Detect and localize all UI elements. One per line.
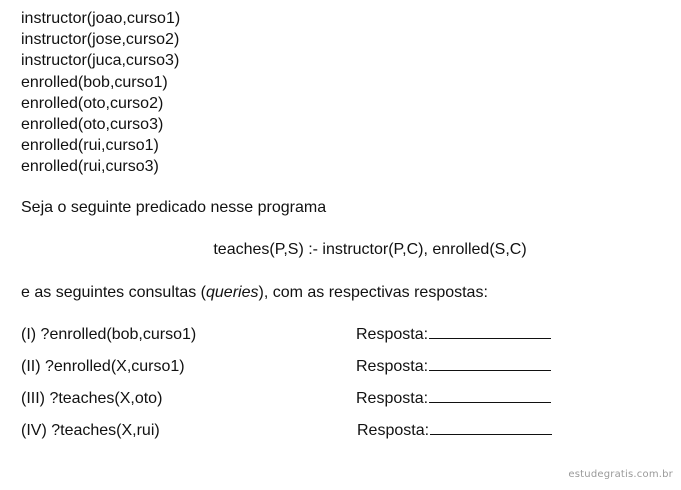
- fact-line: instructor(joao,curso1): [21, 10, 181, 27]
- answer-blank-line: [429, 401, 551, 403]
- answer-label: Resposta:: [356, 358, 429, 375]
- fact-line: instructor(jose,curso2): [21, 31, 180, 49]
- watermark: estudegratis.com.br: [568, 469, 673, 480]
- query-4: (IV) ?teaches(X,rui): [21, 422, 160, 439]
- answer-label: Resposta:: [356, 326, 429, 343]
- answer-1: [356, 326, 551, 344]
- fact-line: enrolled(oto,curso2): [21, 94, 164, 112]
- fact-line: enrolled(rui,curso1): [21, 137, 159, 155]
- fact-line: enrolled(oto,curso3): [21, 116, 164, 134]
- answer-2: [356, 358, 551, 376]
- query-1: (I) ?enrolled(bob,curso1): [21, 326, 197, 343]
- answer-label: Resposta:: [357, 422, 430, 439]
- answer-blank-line: [429, 369, 551, 371]
- consultas-after: ), com as respectivas respostas:: [258, 284, 488, 301]
- rule-text: teaches(P,S) :- instructor(P,C), enrolled(S,C): [213, 241, 527, 258]
- facts-block: [21, 8, 180, 178]
- consultas-text: [21, 284, 488, 302]
- consultas-before: e as seguintes consultas (: [21, 284, 206, 301]
- fact-line: enrolled(bob,curso1): [21, 73, 168, 91]
- intro-text: Seja o seguinte predicado nesse programa: [21, 199, 327, 216]
- consultas-italic: queries: [206, 284, 259, 301]
- answer-3: [356, 390, 551, 408]
- query-3: (III) ?teaches(X,oto): [21, 390, 163, 407]
- answer-blank-line: [430, 433, 552, 435]
- query-2: (II) ?enrolled(X,curso1): [21, 358, 185, 375]
- answer-4: [357, 422, 552, 440]
- fact-line: enrolled(rui,curso3): [21, 158, 159, 176]
- answer-blank-line: [429, 337, 551, 339]
- fact-line: instructor(juca,curso3): [21, 52, 180, 70]
- answer-label: Resposta:: [356, 390, 429, 407]
